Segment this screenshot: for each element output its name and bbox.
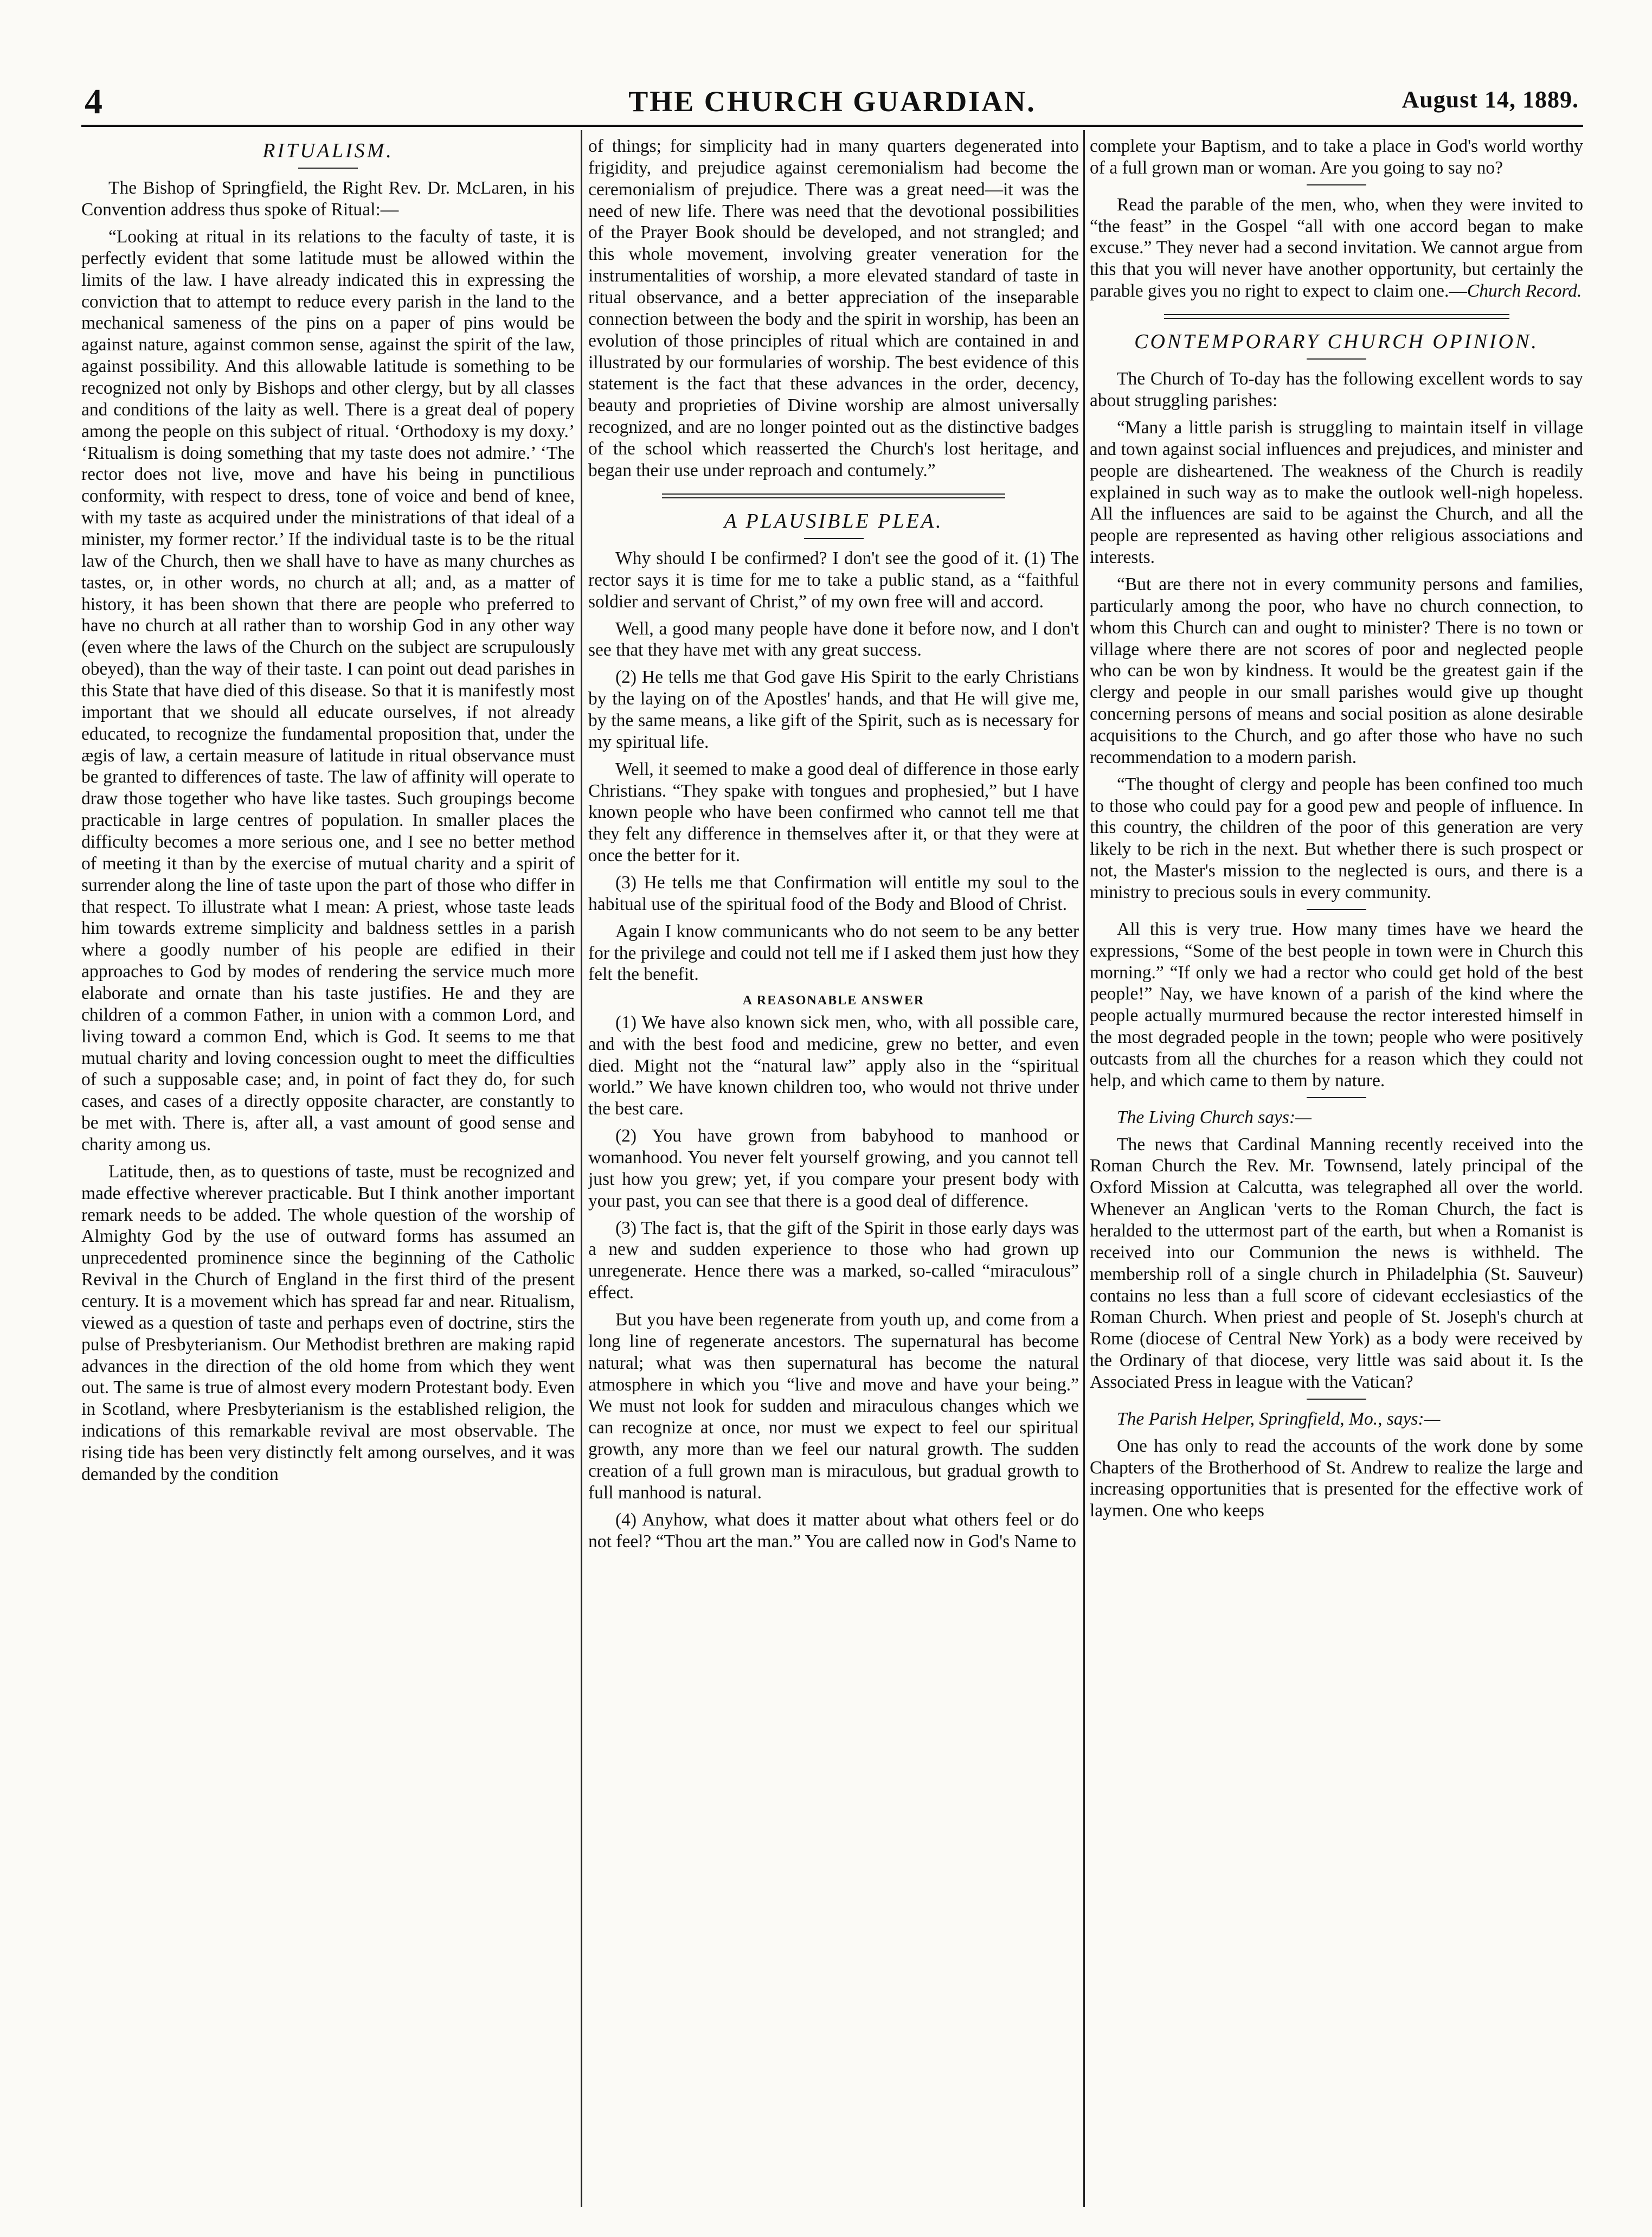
column-3 <box>1090 136 1583 2207</box>
opinion-intro: The Church of To-day has the following excellent words to say about struggling parishes: <box>1090 369 1583 411</box>
newspaper-title: THE CHURCH GUARDIAN. <box>628 85 1036 118</box>
column-rule <box>581 130 582 2207</box>
column-1 <box>81 136 575 2207</box>
page-number: 4 <box>85 82 102 121</box>
ritualism-paragraph: “Looking at ritual in its relations to the faculty of taste, it is perfectly evident that some latitude must be allowed within the limits of the law. I have already indicated this in expressing the conviction that to attempt to reduce every parish in the land to the mechanical sameness of the pins on a paper of pins would be against nature, against common sense, against the spirit of the law, against possibility. And this allowable latitude is something to be recognized not only by Bishops and other clergy, but by all classes and conditions of the laity as well. There is a great deal of popery among the people on this subject of ritual. ‘Orthodoxy is my doxy.’ ‘Ritualism is doing something that my taste does not admire.’ ‘The rector does not live, move and have his being in punctilious conformity, with respect to dress, tone of voice and bend of knee, with my taste as acquired under the ministrations of that ideal of a minister, my former rector.’ If the individual taste is to be the ritual law of the Church, then we shall have to have as many churches as tastes, or, in other words, no church at all; and, as a matter of history, it has been shown that there are people who preferred to have no church at all rather than to worship God in any other way (even where the laws of the Church on the subject are scrupulously obeyed), than the way of their taste. I can point out dead parishes in this State that have died of this disease. So that it is manifestly most important that we should all educate ourselves, if not already educated, to recognize the fundamental proposition that, under the ægis of law, a certain measure of latitude in ritual observance must be granted to differences of taste. The law of affinity will operate to draw those together who have like tastes. Such groupings become practicable in large centres of population. In smaller places the difficulty becomes a more serious one, and I see no better method of meeting it than by the exercise of mutual charity and a spirit of surrender along the line of taste upon the part of those who differ in that respect. To illustrate what I mean: A priest, whose taste leads him towards extreme simplicity and baldness settles in a parish where a goodly number of his people are edified in their approaches to God by modes of rendering the service much more elaborate and ornate than his taste justifies. He and they are children of a common Father, in union with a common Lord, and living toward a common End, which is God. It seems to me that mutual charity and loving concession ought to meet the difficulties of such a supposable case; and, in point of fact they do, for such cases, and cases of a directly opposite character, are constantly to be met with. There is, after all, a vast amount of good sense and charity among us. <box>81 226 575 1155</box>
ritualism-paragraph: of things; for simplicity had in many quarters degenerated into frigidity, and prejudice against ceremonialism had become the ceremonialism of prejudice. There was a great need—it was the need of new life. There was need that the devotional possibilities of the Prayer Book should be developed, and not strangled; and this whole movement, involving greater veneration for the instrumentalities of worship, a more elevated standard of taste in ritual observance, and a better appreciation of the inseparable connection between the body and the spirit in worship, has been an evolution of those principles of ritual which are contained in and illustrated by our formularies of worship. The best evidence of this statement is the fact that these advances in the order, decency, beauty and proprieties of Divine worship are almost universally recognized, and are no longer pointed out as the distinctive badges of the school which reasserted the Church's lost heritage, and began their use under reproach and contumely.” <box>588 136 1079 480</box>
section-divider <box>1164 314 1509 319</box>
plea-paragraph: (2) He tells me that God gave His Spirit to the early Christians by the laying on of the Apostles' hands, and that He will give me, by the same means, a like gift of the Spirit, such as is necessary for my spiritual life. <box>588 667 1079 752</box>
answer-paragraph <box>1090 194 1583 302</box>
divider <box>1307 184 1366 185</box>
source-citation: Church Record. <box>1467 281 1582 302</box>
plea-paragraph: Why should I be confirmed? I don't see the good of it. (1) The rector says it is time for me to take a public stand, as a “faithful soldier and servant of Christ,” of my own free will and accord. <box>588 548 1079 612</box>
answer-paragraph: complete your Baptism, and to take a place in God's world worthy of a full grown man or woman. Are you going to say no? <box>1090 136 1583 178</box>
plea-paragraph: Well, it seemed to make a good deal of difference in those early Christians. “They spake with tongues and prophesied,” but I have known people who have been confirmed who cannot tell me that they felt any difference in themselves after it, or that they were at once the better for it. <box>588 759 1079 866</box>
answer-paragraph: (1) We have also known sick men, who, with all possible care, and with the best food and medicine, grew no better, and even died. Might not the “natural law” apply also in the “spiritual world.” We have known children too, who would not thrive under the best care. <box>588 1012 1079 1119</box>
divider <box>298 168 358 169</box>
parish-helper-quote: One has only to read the accounts of the work done by some Chapters of the Brotherhood of St. Andrew to realize the large and increasing opportunities that is presented for the effective work of laymen. One who keeps <box>1090 1435 1583 1521</box>
opinion-heading: CONTEMPORARY CHURCH OPINION. <box>1134 330 1539 354</box>
plea-paragraph: Again I know communicants who do not seem to be any better for the privilege and could not tell me if I asked them just how they felt the benefit. <box>588 921 1079 985</box>
column-2 <box>588 136 1079 2207</box>
answer-subheading: A REASONABLE ANSWER <box>742 993 925 1008</box>
answer-paragraph: But you have been regenerate from youth up, and come from a long line of regenerate ancestors. The supernatural has become natural; what was then supernatural has become the natural atmosphere in which you “live and move and have your being.” We must not look for sudden and miraculous changes which we can recognize at once, nor must we expect to feel our spiritual growth, any more than we feel our natural growth. The sudden creation of a full grown man is miraculous, but gradual growth to full manhood is natural. <box>588 1310 1079 1503</box>
plea-paragraph: (3) He tells me that Confirmation will entitle my soul to the habitual use of the spiritual food of the Body and Blood of Christ. <box>588 873 1079 914</box>
opinion-quote: “The thought of clergy and people has been confined too much to those who could pay for a good pew and people of influence. In this country, the children of the poor of this generation are very likely to be rich in the next. But whether there is such prospect or not, the Master's mission to the neglected is ours, and there is a ministry to precious souls in every community. <box>1090 774 1583 902</box>
living-church-intro: The Living Church says:— <box>1117 1107 1312 1127</box>
parish-helper-intro: The Parish Helper, Springfield, Mo., says:— <box>1117 1408 1441 1429</box>
divider <box>804 538 864 539</box>
ritualism-heading: RITUALISM. <box>262 139 394 162</box>
answer-text: Read the parable of the men, who, when they were invited to “the feast” in the Gospel “all with one accord began to make excuse.” They never had a second invitation. We cannot argue from this that you will never have another opportunity, but certainly the parable gives you no right to expect to claim one.— <box>1090 194 1583 302</box>
plea-heading: A PLAUSIBLE PLEA. <box>724 509 943 533</box>
issue-date: August 14, 1889. <box>1402 86 1579 113</box>
divider <box>1307 1097 1366 1098</box>
ritualism-paragraph: Latitude, then, as to questions of taste, must be recognized and made effective wherever practicable. But I think another important remark needs to be added. The whole question of the worship of Almighty God by the use of outward forms has assumed an unprecedented prominence since the beginning of the Catholic Revival in the Church of England in the first third of the present century. It is a movement which has spread far and near. Ritualism, viewed as a question of taste and perhaps even of doctrine, stirs the pulse of Presbyterianism. Our Methodist brethren are making rapid advances in the direction of the old home from which they went out. The same is true of almost every modern Protestant body. Even in Scotland, where Presbyterianism is the established religion, the indications of this remarkable revival are most observable. The rising tide has been very distinctly felt among ourselves, and it was demanded by the condition <box>81 1161 575 1484</box>
divider <box>1307 1399 1366 1400</box>
answer-paragraph: (3) The fact is, that the gift of the Spirit in those early days was a new and sudden experience to those who had grown up unregenerate. Hence there was a marked, so-called “miraculous” effect. <box>588 1217 1079 1303</box>
opinion-comment: All this is very true. How many times have we heard the expressions, “Some of the best people in town were in Church this morning.” “If only we had a rector who could get hold of the best people!” Nay, we have known of a parish of the kind where the people actually murmured because the rector interested himself in the most degraded people in the town; people who were positively outcasts from all the churches for a reason which they could not help, and which came to them by nature. <box>1090 919 1583 1091</box>
plea-paragraph: Well, a good many people have done it before now, and I don't see that they have met with any great success. <box>588 618 1079 661</box>
divider <box>1307 358 1366 360</box>
page-header <box>81 81 1583 127</box>
section-divider <box>662 493 1006 498</box>
living-church-quote: The news that Cardinal Manning recently received into the Roman Church the Rev. Mr. Townsend, lately principal of the Oxford Mission at Calcutta, was telegraphed all over the world. Whenever an Anglican 'verts to the Roman Church, the fact is heralded to the uttermost part of the earth, but when a Romanist is received into our Communion the news is withheld. The membership roll of a single church in Philadelphia (St. Sauveur) contains no less than a full score of cidevant ecclesiastics of the Roman Church. When priest and people of St. Joseph's church at Rome (diocese of Central New York) as a body were received by the Ordinary of that diocese, very little was said about it. Is the Associated Press in league with the Vatican? <box>1090 1134 1583 1393</box>
ritualism-intro: The Bishop of Springfield, the Right Rev. Dr. McLaren, in his Convention address thus spoke of Ritual:— <box>81 178 575 220</box>
opinion-quote: “But are there not in every community persons and families, particularly among the poor, who have no church connection, to whom this Church can and ought to minister? There is no town or village where there are not scores of poor and neglected people who can be won by kindness. It would be the greatest gain if the clergy and people in our small parishes would give up thought concerning persons of means and social position as alone desirable acquisitions to the Church, and go after those who have no such recommendation to a modern parish. <box>1090 574 1583 767</box>
answer-paragraph: (2) You have grown from babyhood to manhood or womanhood. You never felt yourself growing, and you cannot tell just how you grew; yet, if you compare your present body with your past, you can see that there is a good deal of difference. <box>588 1126 1079 1211</box>
column-rule <box>1083 130 1085 2207</box>
divider <box>1307 909 1366 910</box>
answer-paragraph: (4) Anyhow, what does it matter about what others feel or do not feel? “Thou art the man.” You are called now in God's Name to <box>588 1509 1079 1552</box>
opinion-quote: “Many a little parish is struggling to maintain itself in village and town against social influences and prejudices, and minister and people are disheartened. The weakness of the Church is readily explained in such way as to make the outlook well-nigh hopeless. All the influences are said to be against the Church, and all the people are represented as having other religious associations and interests. <box>1090 417 1583 568</box>
